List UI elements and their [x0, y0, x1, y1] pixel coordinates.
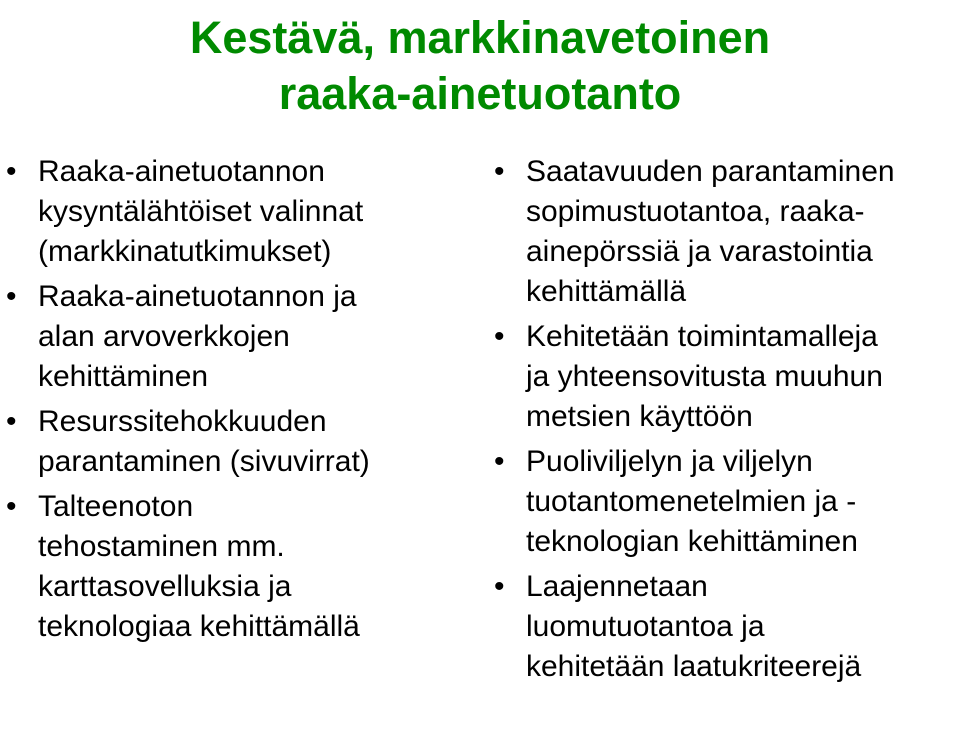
- list-item-line: Raaka-ainetuotannon ja: [38, 280, 357, 313]
- list-item-line: Kehitetään toimintamalleja: [526, 320, 878, 353]
- list-item-text: [526, 317, 960, 437]
- bullet-icon: •: [494, 570, 505, 603]
- bullet-icon: •: [6, 280, 17, 313]
- list-item-line: Resurssitehokkuuden: [38, 405, 327, 438]
- right-bullet-list: [488, 152, 960, 692]
- list-item-line: kehitetään laatukriteerejä: [526, 650, 862, 683]
- list-item-line: Raaka-ainetuotannon: [38, 155, 325, 188]
- list-item-line: (markkinatutkimukset): [38, 235, 332, 268]
- list-item-line: teknologiaa kehittämällä: [38, 610, 360, 643]
- list-item-line: Puoliviljelyn ja viljelyn: [526, 445, 813, 478]
- list-item-line: Laajennetaan: [526, 570, 708, 603]
- list-item-line: kehittäminen: [38, 360, 209, 393]
- list-item-line: sopimustuotantoa, raaka-: [526, 195, 865, 228]
- list-item-line: Saatavuuden parantaminen: [526, 155, 895, 188]
- list-item-line: luomutuotantoa ja: [526, 610, 765, 643]
- list-item: [0, 487, 460, 647]
- bullet-icon: •: [494, 320, 505, 353]
- list-item-text: [526, 442, 960, 562]
- list-item-line: karttasovelluksia ja: [38, 570, 292, 603]
- list-item-line: metsien käyttöön: [526, 400, 753, 433]
- list-item-line: tuotantomenetelmien ja -: [526, 485, 857, 518]
- bullet-icon: •: [6, 490, 17, 523]
- bullet-icon: •: [494, 155, 505, 188]
- list-item-line: alan arvoverkkojen: [38, 320, 290, 353]
- slide-title-line-2: raaka-ainetuotanto: [278, 68, 682, 119]
- list-item-line: ainepörssiä ja varastointia: [526, 235, 873, 268]
- list-item-text: [38, 277, 460, 397]
- slide-title: [0, 0, 960, 122]
- list-item-text: [38, 487, 460, 647]
- list-item: [488, 317, 960, 437]
- list-item: [0, 277, 460, 397]
- list-item-line: kehittämällä: [526, 275, 687, 308]
- bullet-icon: •: [494, 445, 505, 478]
- list-item-line: teknologian kehittäminen: [526, 525, 858, 558]
- list-item-text: [526, 567, 960, 687]
- list-item-text: [38, 402, 460, 482]
- list-item: [488, 567, 960, 687]
- list-item-text: [38, 152, 460, 272]
- list-item-text: [526, 152, 960, 312]
- list-item-line: Talteenoton: [38, 490, 194, 523]
- list-item: [0, 152, 460, 272]
- list-item-line: parantaminen (sivuvirrat): [38, 445, 370, 478]
- bullet-icon: •: [6, 155, 17, 188]
- list-item: [488, 442, 960, 562]
- left-bullet-list: [0, 152, 460, 652]
- list-item-line: kysyntälähtöiset valinnat: [38, 195, 364, 228]
- list-item: [0, 402, 460, 482]
- list-item-line: tehostaminen mm.: [38, 530, 285, 563]
- list-item: [488, 152, 960, 312]
- list-item-line: ja yhteensovitusta muuhun: [526, 360, 883, 393]
- slide-title-line-1: Kestävä, markkinavetoinen: [189, 12, 771, 63]
- bullet-icon: •: [6, 405, 17, 438]
